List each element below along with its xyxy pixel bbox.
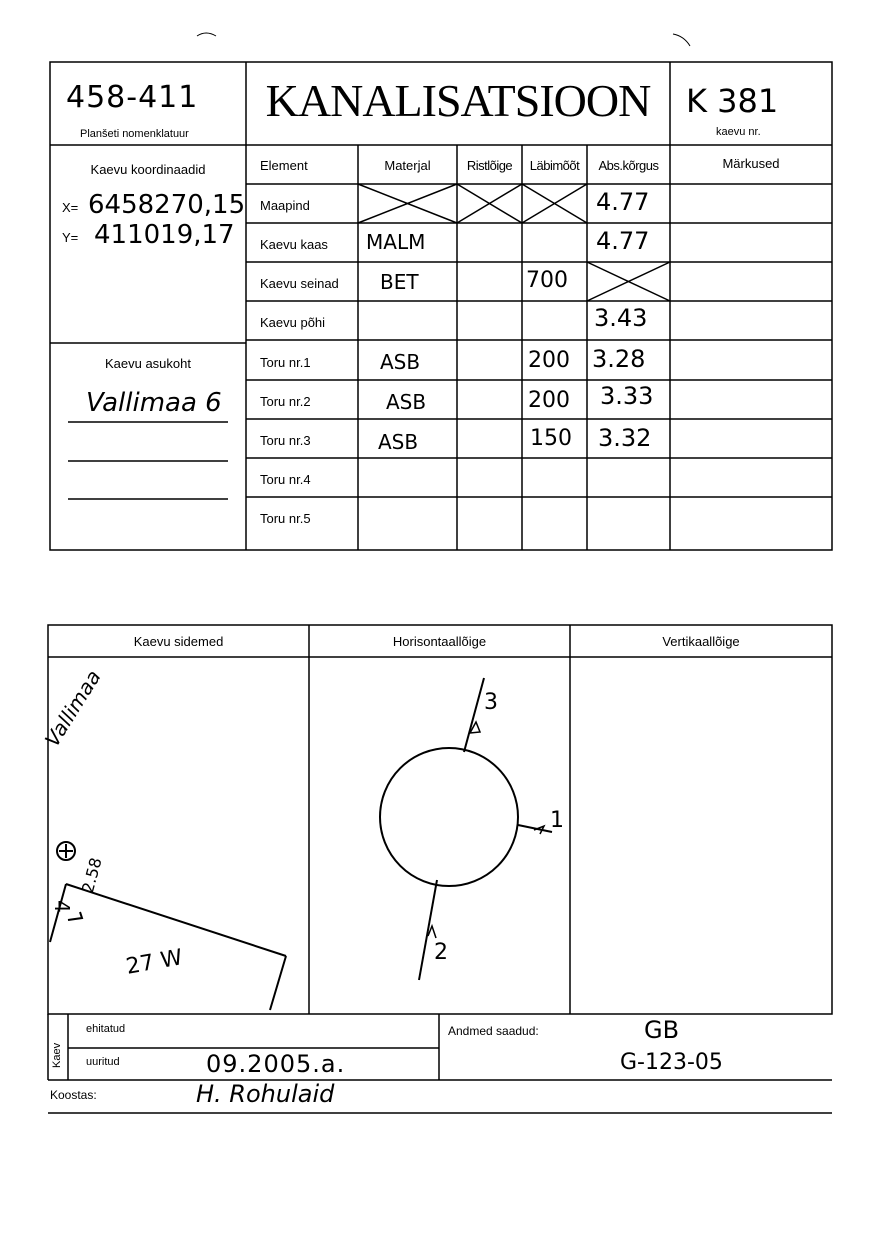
row-element: Toru nr.3 bbox=[260, 433, 311, 448]
data-received-value-1: GB bbox=[644, 1016, 680, 1044]
vertical-section-label: Vertikaallõige bbox=[662, 634, 740, 649]
compiled-value: H. Rohulaid bbox=[196, 1080, 335, 1108]
location-value: Vallimaa 6 bbox=[86, 388, 222, 418]
y-coordinate-value: 411019,17 bbox=[94, 220, 235, 250]
side-value: 4 bbox=[50, 900, 74, 913]
row-element: Maapind bbox=[260, 198, 310, 213]
row-material: BET bbox=[380, 270, 419, 294]
row-element: Toru nr.2 bbox=[260, 394, 311, 409]
house-number: 27 W bbox=[124, 945, 185, 980]
col-header-diameter: Läbimõõt bbox=[529, 158, 580, 173]
data-received-value-2: G-123-05 bbox=[620, 1050, 723, 1075]
distance-label: 2.58 bbox=[78, 855, 106, 895]
row-abs-height: 3.28 bbox=[592, 345, 646, 373]
sheet-nomenclature-label: Planšeti nomenklatuur bbox=[80, 128, 189, 140]
row-element: Toru nr.1 bbox=[260, 355, 311, 370]
row-element: Kaevu seinad bbox=[260, 276, 339, 291]
page-title: KANALISATSIOON bbox=[265, 75, 651, 126]
col-header-material: Materjal bbox=[384, 158, 431, 173]
row-element: Toru nr.4 bbox=[260, 472, 311, 487]
horizontal-section-label: Horisontaallõige bbox=[392, 634, 487, 649]
row-diameter: 200 bbox=[528, 348, 570, 373]
surveyed-label: uuritud bbox=[86, 1056, 120, 1068]
pipe-label-1: 1 bbox=[550, 808, 564, 833]
col-header-cross-section: Ristlõige bbox=[466, 158, 513, 173]
x-coordinate-value: 6458270,15 bbox=[88, 190, 246, 220]
row-element: Kaevu kaas bbox=[260, 237, 328, 252]
y-coordinate-label: Y= bbox=[62, 230, 79, 245]
row-abs-height: 3.33 bbox=[600, 382, 654, 410]
well-number: K 381 bbox=[686, 82, 779, 120]
street-name: Vallimaa bbox=[40, 665, 106, 751]
col-header-element: Element bbox=[260, 158, 308, 173]
horizontal-section-diagram bbox=[380, 678, 552, 980]
well-label: Kaev bbox=[51, 1042, 63, 1068]
row-abs-height: 4.77 bbox=[596, 227, 650, 255]
row-element: Toru nr.5 bbox=[260, 511, 311, 526]
surveyed-value: 09.2005.a. bbox=[206, 1050, 346, 1078]
row-material: ASB bbox=[378, 430, 419, 454]
row-element: Kaevu põhi bbox=[260, 315, 326, 330]
col-header-abs-height: Abs.kõrgus bbox=[598, 158, 659, 173]
compiled-label: Koostas: bbox=[50, 1088, 97, 1102]
row-abs-height: 4.77 bbox=[596, 188, 650, 216]
row-diameter: 150 bbox=[530, 426, 572, 451]
x-coordinate-label: X= bbox=[62, 200, 79, 215]
data-received-label: Andmed saadud: bbox=[448, 1024, 539, 1038]
row-abs-height: 3.32 bbox=[598, 424, 652, 452]
row-diameter: 700 bbox=[526, 268, 568, 293]
well-links-label: Kaevu sidemed bbox=[133, 634, 224, 649]
well-number-label: kaevu nr. bbox=[716, 126, 761, 138]
row-material: ASB bbox=[386, 390, 427, 414]
row-diameter: 200 bbox=[528, 388, 570, 413]
row-abs-height: 3.43 bbox=[594, 304, 648, 332]
row-material: MALM bbox=[366, 230, 426, 254]
col-header-notes: Märkused bbox=[722, 156, 780, 171]
sheet-number: 458-411 bbox=[66, 80, 199, 115]
row-material: ASB bbox=[380, 350, 421, 374]
pipe-label-3: 3 bbox=[484, 690, 498, 715]
built-label: ehitatud bbox=[86, 1023, 126, 1035]
coordinates-label: Kaevu koordinaadid bbox=[90, 162, 206, 177]
pipe-label-2: 2 bbox=[434, 940, 448, 965]
location-label: Kaevu asukoht bbox=[104, 356, 191, 371]
